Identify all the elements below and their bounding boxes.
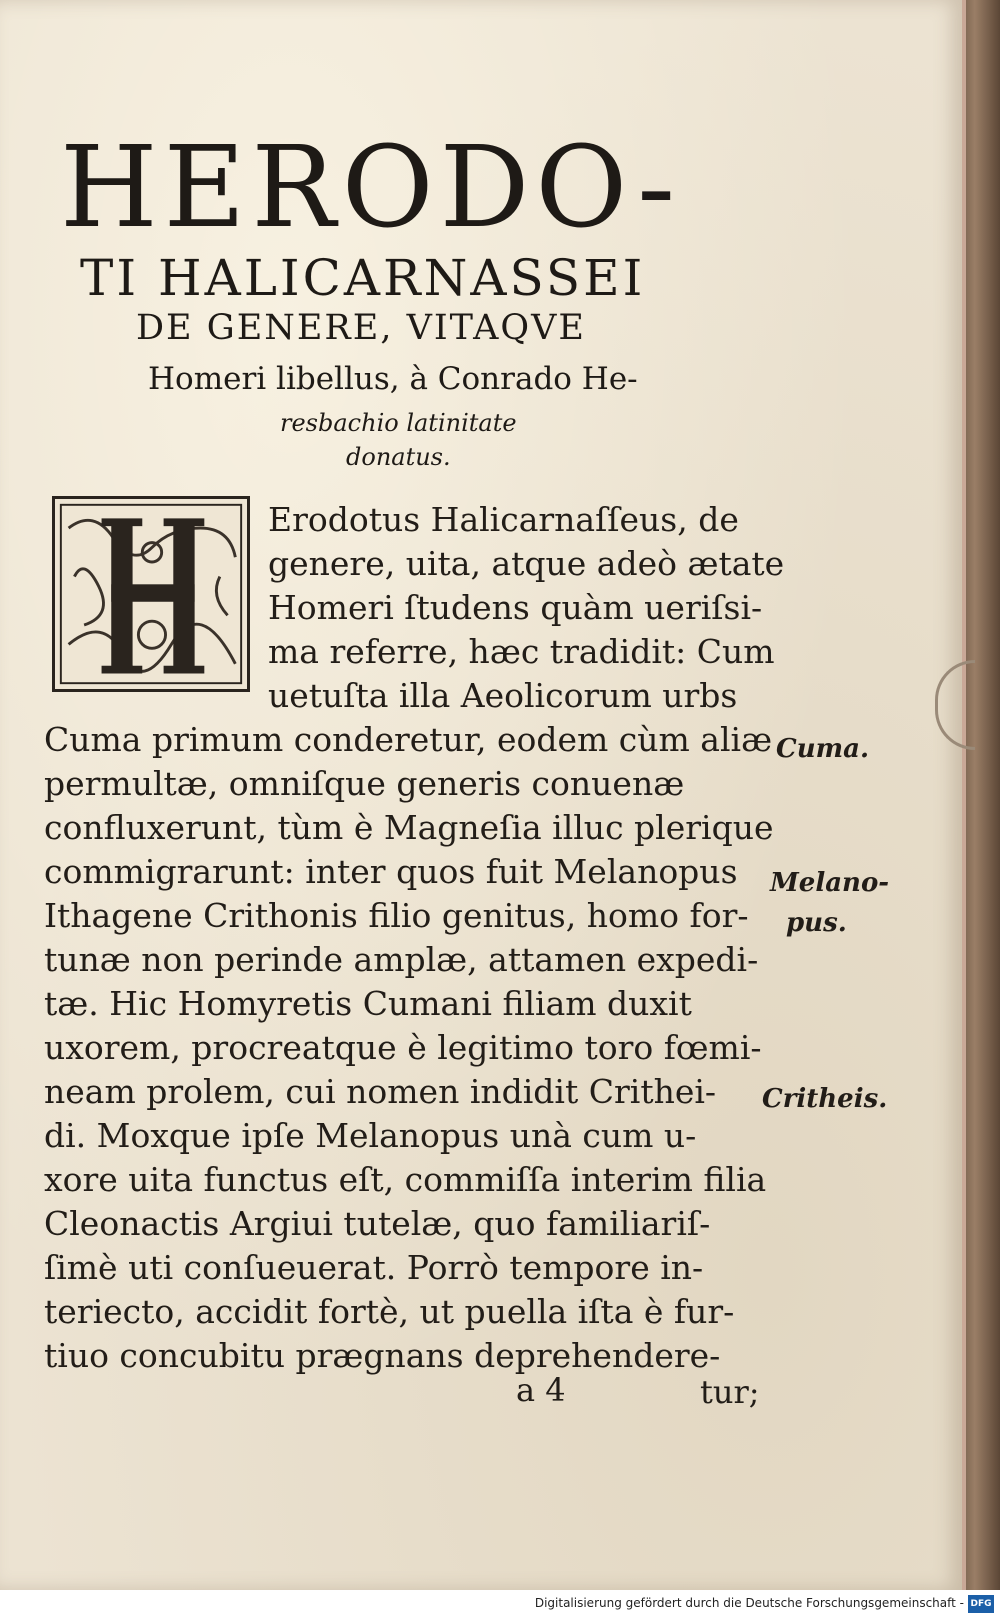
title-line-3: DE GENERE, VITAQVE bbox=[136, 308, 586, 348]
catchword: tur; bbox=[700, 1373, 760, 1411]
decorated-initial-h bbox=[52, 496, 250, 692]
ornament-initial-icon bbox=[55, 499, 247, 689]
body-line-11: tunæ non perinde amplæ, attamen expedi- bbox=[44, 940, 759, 979]
marginal-note-cuma: Cuma. bbox=[776, 734, 870, 764]
title-line-5: resbachio latinitate bbox=[280, 409, 517, 437]
title-main: HERODO- bbox=[60, 123, 682, 253]
body-line-18: ſimè uti conſueuerat. Porrò tempore in- bbox=[44, 1248, 704, 1287]
body-line-7: permultæ, omniſque generis conuenæ bbox=[44, 764, 685, 803]
body-line-2: genere, uita, atque adeò ætate bbox=[268, 544, 785, 583]
body-line-14: neam prolem, cui nomen indidit Crithei- bbox=[44, 1072, 717, 1111]
digitization-footer bbox=[0, 1590, 1000, 1621]
marginal-note-melanopus-1: Melano- bbox=[770, 868, 890, 898]
body-line-6: Cuma primum conderetur, eodem cùm aliæ bbox=[44, 720, 773, 759]
body-line-15: di. Moxque ipſe Melanopus unà cum u- bbox=[44, 1116, 697, 1155]
body-line-3: Homeri ſtudens quàm ueriſsi- bbox=[268, 588, 763, 627]
title-line-2: TI HALICARNASSEI bbox=[80, 249, 646, 307]
dfg-logo-icon: DFG bbox=[968, 1595, 994, 1613]
page-tab-notch bbox=[935, 660, 975, 750]
marginal-note-melanopus-2: pus. bbox=[786, 908, 847, 938]
body-line-17: Cleonactis Argiui tutelæ, quo familiariſ- bbox=[44, 1204, 711, 1243]
body-line-9: commigrarunt: inter quos fuit Melanopus bbox=[44, 852, 738, 891]
body-line-13: uxorem, procreatque è legitimo toro fœmi- bbox=[44, 1028, 762, 1067]
body-line-20: tiuo concubitu prægnans deprehendere- bbox=[44, 1336, 721, 1375]
body-line-12: tæ. Hic Homyretis Cumani filiam duxit bbox=[44, 984, 692, 1023]
footer-credit: Digitalisierung gefördert durch die Deutsche Forschungsgemeinschaft - bbox=[534, 1596, 964, 1610]
title-line-4: Homeri libellus, à Conrado He- bbox=[148, 361, 638, 397]
body-line-1: Erodotus Halicarnaſſeus, de bbox=[268, 500, 739, 539]
body-line-19: teriecto, accidit fortè, ut puella iſta è fur- bbox=[44, 1292, 735, 1331]
body-line-10: Ithagene Crithonis filio genitus, homo for- bbox=[44, 896, 749, 935]
body-line-5: uetuſta illa Aeolicorum urbs bbox=[268, 676, 738, 715]
body-line-4: ma referre, hæc tradidit: Cum bbox=[268, 632, 775, 671]
marginal-note-critheis: Critheis. bbox=[762, 1084, 888, 1114]
body-line-16: xore uita functus eſt, commiſſa interim filia bbox=[44, 1160, 767, 1199]
title-line-6: donatus. bbox=[346, 443, 451, 471]
signature-mark: a 4 bbox=[516, 1371, 566, 1409]
body-line-8: confluxerunt, tùm è Magneſia illuc pleriquе bbox=[44, 808, 774, 847]
